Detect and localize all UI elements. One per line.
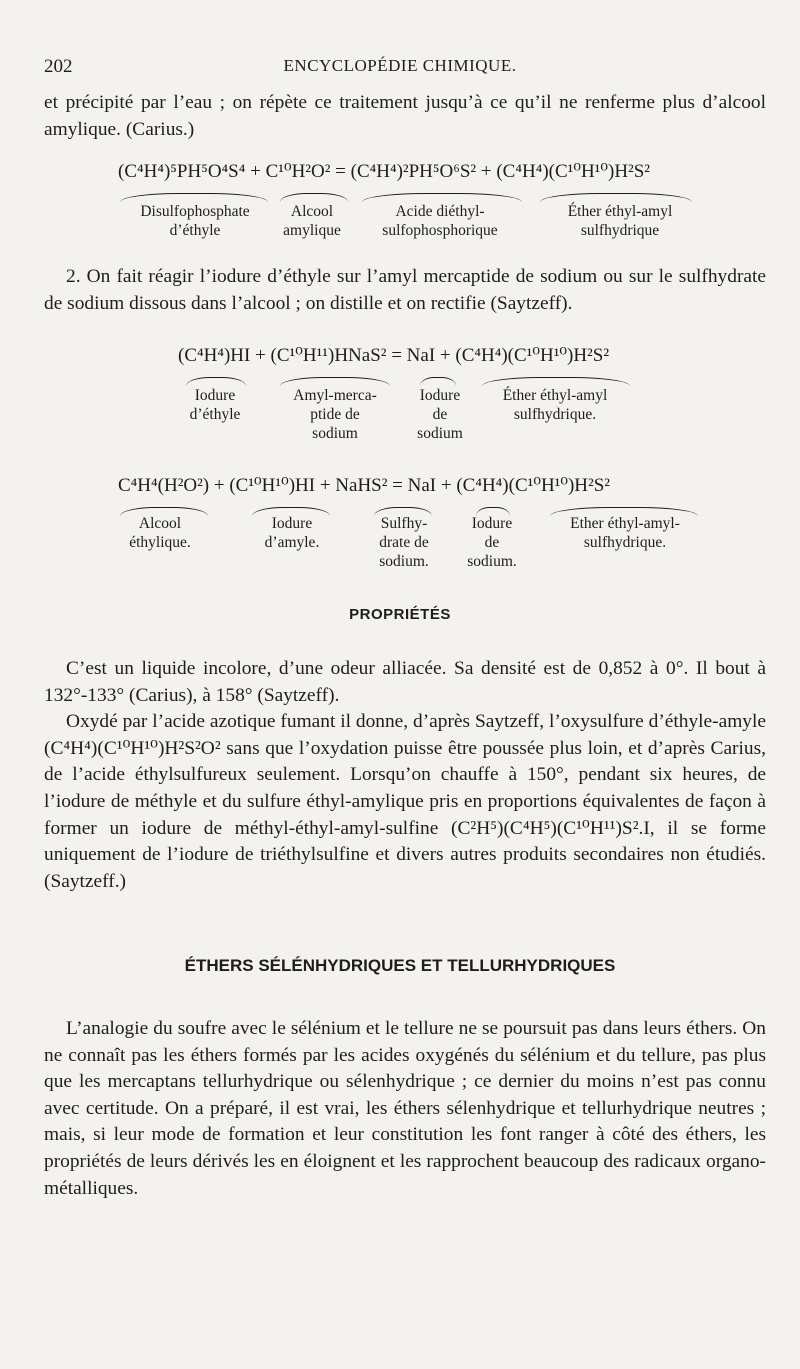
label-ether-sulfhydrique	[480, 386, 630, 424]
paragraph-text: L’analogie du soufre avec le sélénium et le tellure ne se poursuit pas dans leurs éthers. On ne connaît pas les éthers formés par les acides oxygénés du sélénium et du tellure, pas plus que les mercaptans tellurhydrique ou sélenhydrique ; ce dernier du moins n’est pas connu avec certitude. On a préparé, il est vrai, les éthers sélenhydrique et tellurhydrique neutres ; mais, si leur mode de formation et leur constitution les font ranger à côté des éthers, les propriétés de leurs dérivés les en éloignent et les rapprochent beaucoup des radicaux organo-métalliques.	[44, 1018, 766, 1199]
final-paragraph	[44, 1016, 766, 1202]
label-line: ptide de	[310, 406, 360, 423]
label-line: sodium	[312, 425, 358, 442]
label-line: Ether éthyl-amyl-	[570, 515, 680, 532]
label-line: Sulfhy-	[380, 515, 428, 532]
label-line: d’éthyle	[169, 222, 221, 239]
paragraph-text: C’est un liquide incolore, d’une odeur alliacée. Sa densité est de 0,852 à 0°. Il bout à 132°-133° (Carius), à 158° (Saytzeff).	[44, 658, 766, 706]
brace-1a	[120, 193, 268, 202]
label-line: Acide diéthyl-	[395, 203, 485, 220]
label-line: Alcool	[138, 515, 182, 532]
label-line: drate de	[379, 534, 429, 551]
running-header	[44, 56, 756, 80]
label-ether-ethyl-amyl	[540, 202, 700, 240]
label-amyl-mercaptide	[280, 386, 390, 443]
brace-2c	[420, 377, 456, 386]
label-iodure-sodium-2	[452, 514, 532, 571]
label-line: Alcool	[290, 203, 334, 220]
paragraph-intro	[44, 90, 766, 143]
section-heading-proprietes: PROPRIÉTÉS	[349, 606, 451, 623]
label-line: éthylique.	[129, 534, 191, 551]
label-line: Iodure	[471, 515, 513, 532]
page-number: 202	[44, 56, 73, 77]
brace-1b	[280, 193, 348, 202]
label-line: sodium	[417, 425, 463, 442]
label-iodure-amyle	[250, 514, 334, 552]
label-sulfhydrate-sodium	[366, 514, 442, 571]
equation-1: (C⁴H⁴)⁵PH⁵O⁴S⁴ + C¹⁰H²O² = (C⁴H⁴)²PH⁵O⁶S² + (C⁴H⁴)(C¹⁰H¹⁰)H²S²	[118, 161, 650, 182]
equation-3: C⁴H⁴(H²O²) + (C¹⁰H¹⁰)HI + NaHS² = NaI + (C⁴H⁴)(C¹⁰H¹⁰)H²S²	[118, 475, 610, 496]
running-title: ENCYCLOPÉDIE CHIMIQUE.	[283, 56, 517, 75]
label-disulfophosphate	[110, 202, 280, 240]
label-alcool-ethylique	[110, 514, 210, 552]
brace-1d	[540, 193, 692, 202]
label-line: sulfophosphorique	[382, 222, 498, 239]
label-line: sodium.	[379, 553, 429, 570]
label-alcool-amylique	[262, 202, 362, 240]
label-line: Iodure	[194, 387, 236, 404]
label-line: sulfhydrique.	[513, 406, 597, 423]
label-iodure-sodium	[400, 386, 480, 443]
label-line: sulfhydrique	[580, 222, 660, 239]
label-line: amylique	[283, 222, 341, 239]
label-line: de	[432, 406, 448, 423]
paragraph-text: Oxydé par l’acide azotique fumant il donne, d’après Saytzeff, l’oxysulfure d’éthyle-amyle (C⁴H⁴)(C¹⁰H¹⁰)H²S²O² sans que l’oxydation puisse être poussée plus loin, et d’après Carius, de l’acide éthylsulfureux seulement. Lorsqu’on chauffe à 150°, pendant six heures, de l’iodure de méthyle et du sulfure éthyl-amylique pris en proportions équivalentes de façon à former un iodure de méthyl-éthyl-amyl-sulfine (C²H⁵)(C⁴H⁵)(C¹⁰H¹¹)S².I, il se forme uniquement de l’iodure de triéthylsulfine et divers autres produits secondaires non étudiés. (Saytzeff.)	[44, 711, 766, 892]
label-line: Disulfophosphate	[140, 203, 250, 220]
label-line: Iodure	[419, 387, 461, 404]
brace-2d	[482, 377, 630, 386]
section-heading-ethers: ÉTHERS SÉLÉNHYDRIQUES ET TELLURHYDRIQUES	[184, 956, 616, 975]
label-line: sodium.	[467, 553, 517, 570]
brace-2a	[186, 377, 246, 386]
label-acide-diethyl	[360, 202, 520, 240]
paragraph-method-2	[44, 264, 766, 317]
label-line: sulfhydrique.	[583, 534, 667, 551]
paragraph-text: 2. On fait réagir l’iodure d’éthyle sur l’amyl mercaptide de sodium ou sur le sulfhydrate de sodium dissous dans l’alcool ; on distille et on rectifie (Saytzeff).	[44, 266, 766, 314]
brace-2b	[280, 377, 390, 386]
label-ether-ethyl-amyl-sulfhydrique	[540, 514, 710, 552]
label-line: Éther éthyl-amyl	[502, 387, 608, 404]
paragraph-text: et précipité par l’eau ; on répète ce traitement jusqu’à ce qu’il ne renferme plus d’alcool amylique. (Carius.)	[44, 92, 766, 140]
equation-2: (C⁴H⁴)HI + (C¹⁰H¹¹)HNaS² = NaI + (C⁴H⁴)(C¹⁰H¹⁰)H²S²	[178, 345, 610, 366]
properties-text	[44, 656, 766, 895]
label-line: de	[484, 534, 500, 551]
label-iodure-ethyle	[170, 386, 260, 424]
label-line: d’éthyle	[189, 406, 241, 423]
label-line: Iodure	[271, 515, 313, 532]
label-line: d’amyle.	[264, 534, 320, 551]
label-line: Éther éthyl-amyl	[567, 203, 673, 220]
brace-1c	[362, 193, 522, 202]
label-line: Amyl-merca-	[293, 387, 377, 404]
